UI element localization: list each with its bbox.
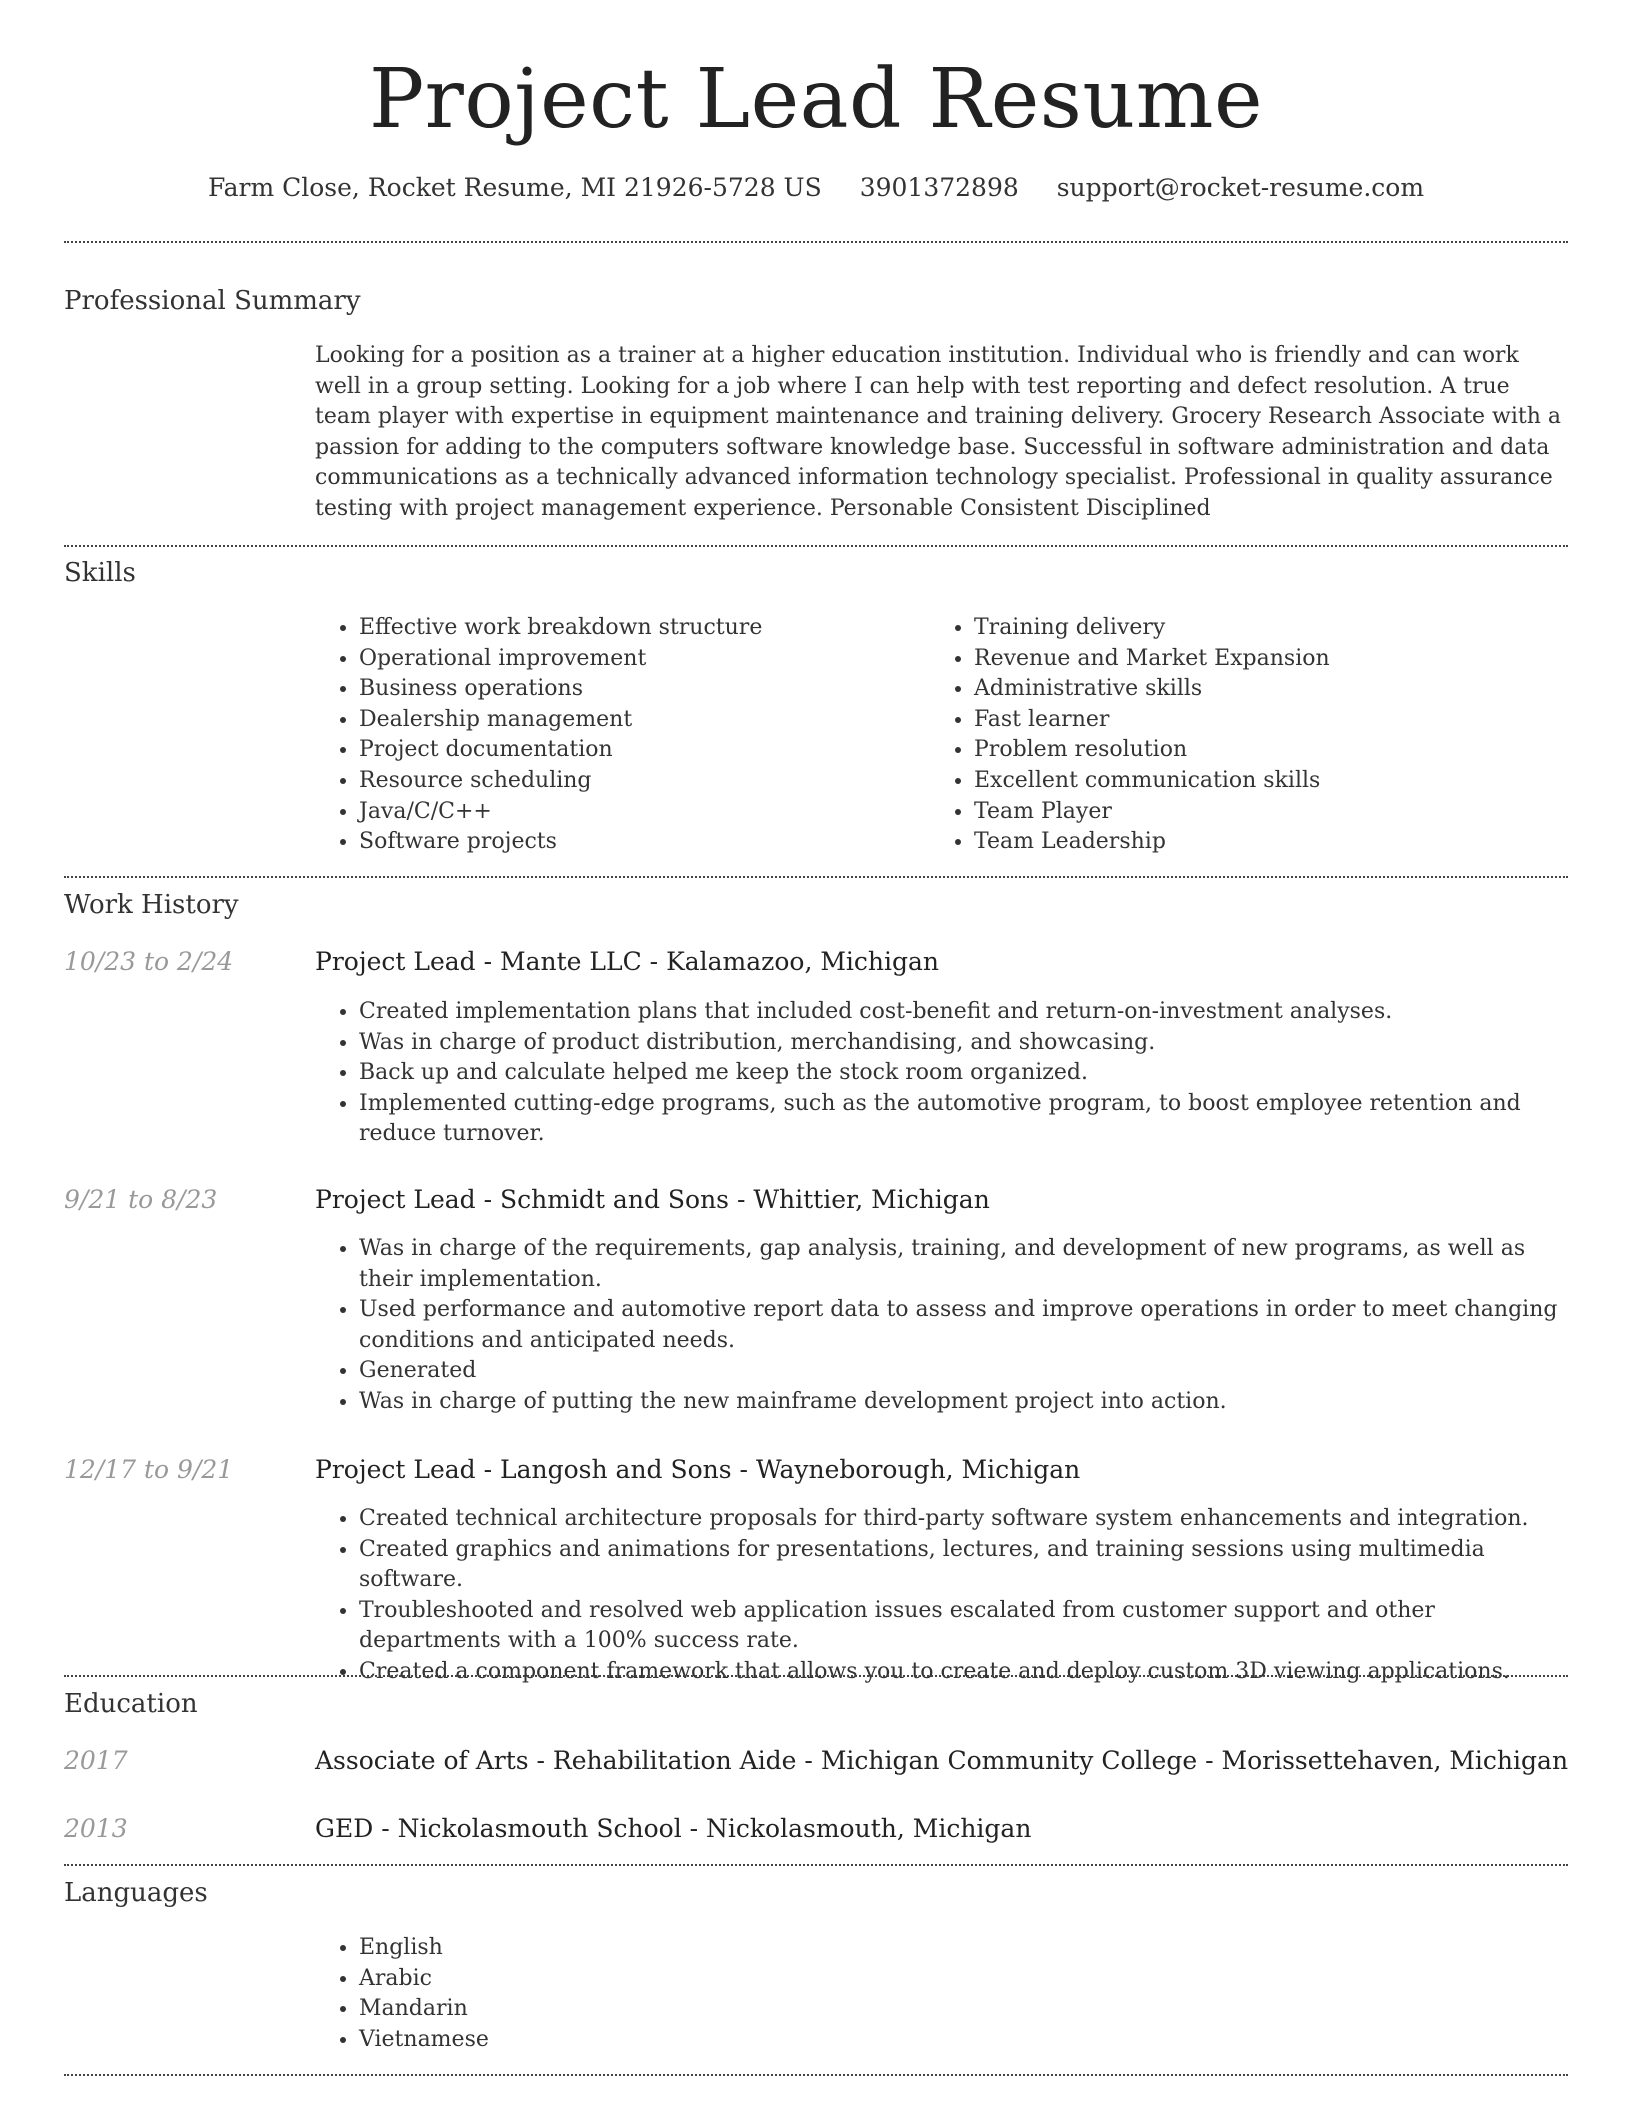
languages-list (315, 1933, 959, 2055)
job-bullet: • Generated (359, 1356, 1569, 1387)
address: Farm Close, Rocket Resume, MI 21926-5728 US (207, 173, 822, 202)
skill-item: • Resource scheduling (359, 766, 929, 797)
divider (64, 241, 1568, 243)
skill-item: • Fast learner (974, 705, 1574, 736)
contact-line (0, 172, 1632, 204)
section-title-education: Education (64, 1689, 198, 1719)
job-bullet: • Was in charge of the requirements, gap analysis, training, and development of new programs, as well as their implementation. (359, 1234, 1569, 1295)
skill-item: • Team Leadership (974, 827, 1574, 858)
skill-item: • Team Player (974, 797, 1574, 828)
skill-item: • Effective work breakdown structure (359, 613, 929, 644)
skill-item: • Revenue and Market Expansion (974, 644, 1574, 675)
job-bullet: • Created technical architecture proposals for third-party software system enhancements and integration. (359, 1504, 1569, 1535)
skill-item: • Excellent communication skills (974, 766, 1574, 797)
skill-item: • Operational improvement (359, 644, 929, 675)
divider (64, 1864, 1568, 1866)
job-title: Project Lead - Langosh and Sons - Wayneborough, Michigan (315, 1455, 1081, 1484)
skill-item: • Training delivery (974, 613, 1574, 644)
job-bullet: • Implemented cutting-edge programs, such as the automotive program, to boost employee retention and reduce turnover. (359, 1089, 1569, 1150)
resume-title: Project Lead Resume (368, 52, 1263, 147)
skill-item: • Project documentation (359, 735, 929, 766)
divider (64, 2074, 1568, 2076)
phone: 3901372898 (859, 173, 1019, 202)
skill-item: • Dealership management (359, 705, 929, 736)
job-title: Project Lead - Mante LLC - Kalamazoo, Michigan (315, 947, 940, 976)
job-title: Project Lead - Schmidt and Sons - Whittier, Michigan (315, 1185, 990, 1214)
education-year: 2013 (64, 1814, 128, 1843)
education-entry: Associate of Arts - Rehabilitation Aide - Michigan Community College - Morissettehaven, Michigan (315, 1746, 1569, 1775)
language-item: • Arabic (359, 1964, 959, 1995)
job-bullet: • Troubleshooted and resolved web application issues escalated from customer support and other departments with a 100% success rate. (359, 1596, 1569, 1657)
job-dates: 12/17 to 9/21 (64, 1455, 234, 1484)
skill-item: • Business operations (359, 674, 929, 705)
job-dates: 10/23 to 2/24 (64, 947, 234, 976)
education-entry: GED - Nickolasmouth School - Nickolasmouth, Michigan (315, 1814, 1032, 1843)
summary-text: Looking for a position as a trainer at a higher education institution. Individual who is friendly and can work well in a group setting. Looking for a job where I can help with test reporting and defect resolution. A true team player with expertise in equipment maintenance and training delivery. Grocery Research Associate with a passion for adding to the computers software knowledge base. Successful in software administration and data communications as a technically advanced information technology specialist. Professional in quality assurance testing with project management experience. Personable Consistent Disciplined (315, 343, 1562, 521)
job-bullets (315, 997, 1569, 1150)
divider (64, 876, 1568, 878)
section-title-skills: Skills (64, 558, 136, 588)
language-item: • Vietnamese (359, 2025, 959, 2056)
job-bullet: • Was in charge of product distribution, merchandising, and showcasing. (359, 1028, 1569, 1059)
divider (64, 1675, 1568, 1677)
skill-item: • Software projects (359, 827, 929, 858)
language-item: • Mandarin (359, 1994, 959, 2025)
job-bullet: • Created a component framework that allows you to create and deploy custom 3D viewing applications. (359, 1657, 1569, 1688)
job-bullet: • Back up and calculate helped me keep the stock room organized. (359, 1058, 1569, 1089)
email: support@rocket-resume.com (1056, 173, 1425, 202)
section-title-work-history: Work History (64, 890, 239, 920)
divider (64, 545, 1568, 547)
education-year: 2017 (64, 1746, 128, 1775)
job-bullet: • Created implementation plans that included cost-benefit and return-on-investment analyses. (359, 997, 1569, 1028)
job-bullets (315, 1504, 1569, 1688)
skill-item: • Problem resolution (974, 735, 1574, 766)
skill-item: • Administrative skills (974, 674, 1574, 705)
job-bullet: • Was in charge of putting the new mainframe development project into action. (359, 1387, 1569, 1418)
skill-item: • Java/C/C++ (359, 797, 929, 828)
job-bullets (315, 1234, 1569, 1418)
skills-list-right (930, 613, 1574, 858)
skills-list-left (315, 613, 929, 858)
section-title-summary: Professional Summary (64, 286, 361, 316)
language-item: • English (359, 1933, 959, 1964)
job-bullet: • Created graphics and animations for presentations, lectures, and training sessions using multimedia software. (359, 1535, 1569, 1596)
job-bullet: • Used performance and automotive report data to assess and improve operations in order to meet changing conditions and anticipated needs. (359, 1295, 1569, 1356)
job-dates: 9/21 to 8/23 (64, 1185, 218, 1214)
section-title-languages: Languages (64, 1878, 208, 1908)
